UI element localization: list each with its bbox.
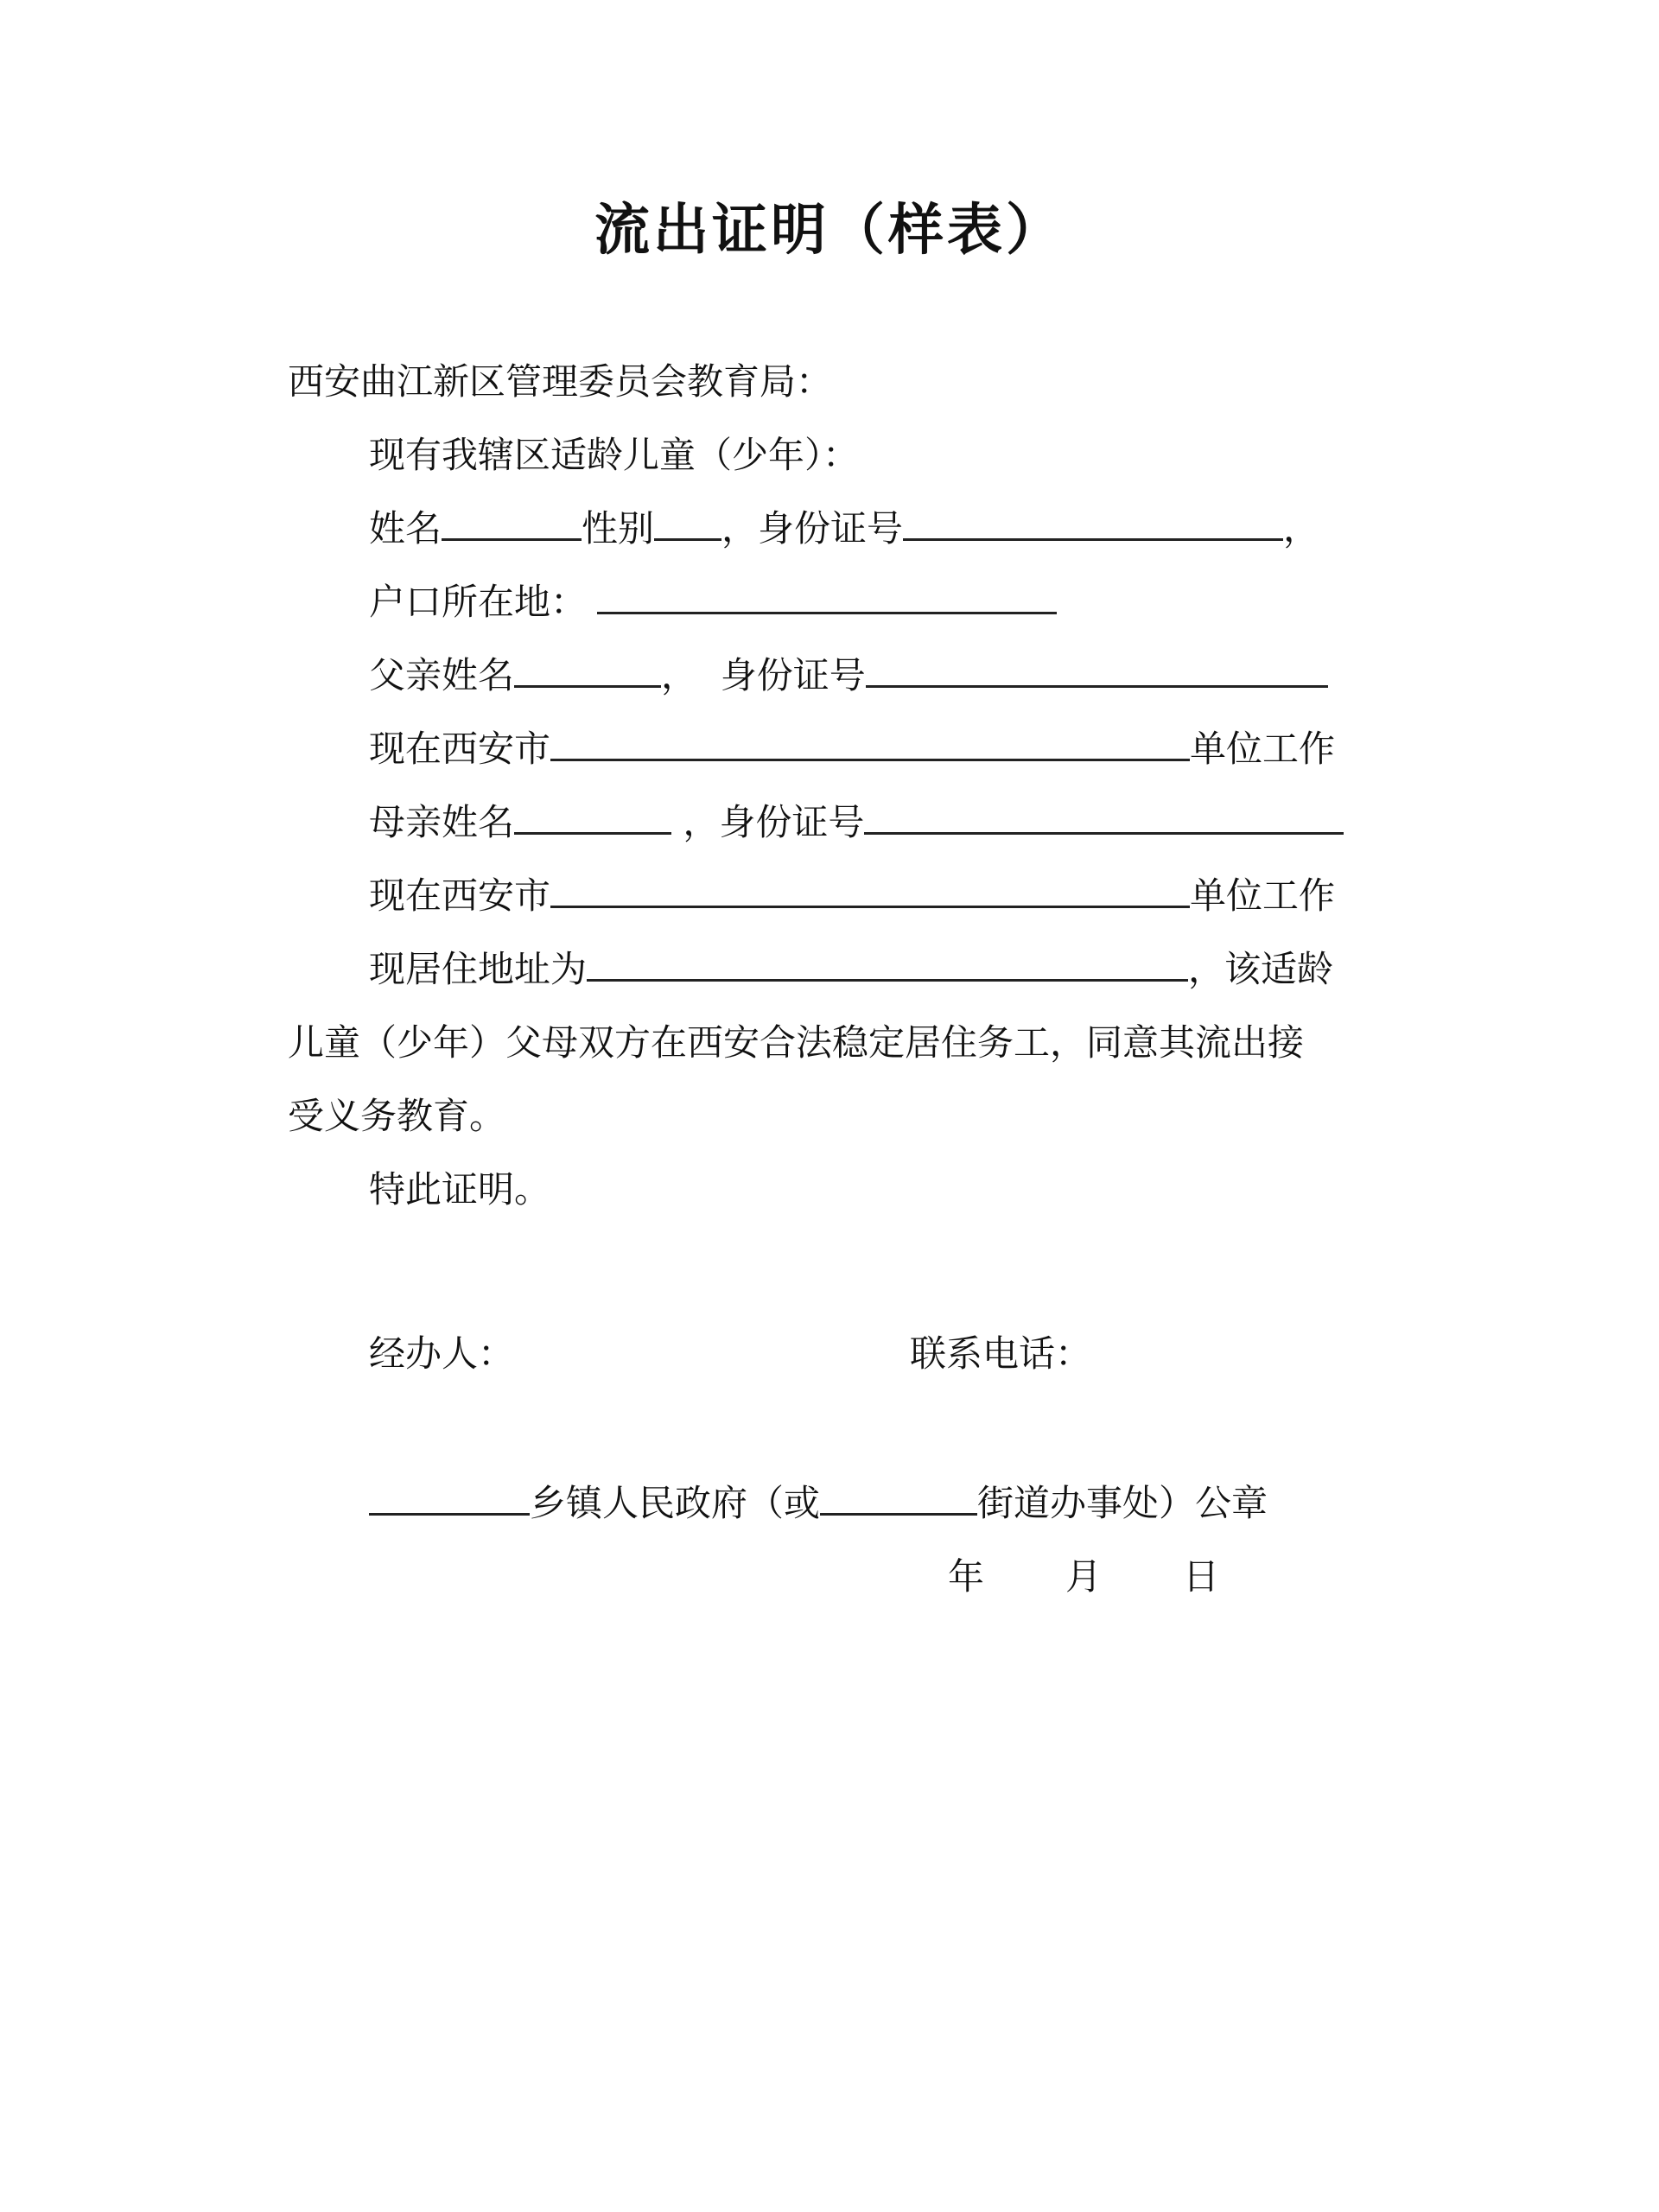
residence-line xyxy=(369,944,1333,995)
residence-suffix: ，该适龄 xyxy=(1188,948,1334,990)
father-name-field[interactable] xyxy=(514,651,661,688)
father-work-line xyxy=(369,723,1335,775)
hukou-line xyxy=(369,576,1057,628)
child-id-field[interactable] xyxy=(903,504,1283,541)
father-work-suffix: 单位工作 xyxy=(1190,728,1336,770)
mother-info-line xyxy=(369,797,1344,849)
child-name-field[interactable] xyxy=(442,504,582,541)
date-month: 月 xyxy=(1065,1555,1103,1598)
father-info-line xyxy=(369,650,1328,702)
line-end-comma: ， xyxy=(1283,507,1320,550)
child-id-label: ，身份证号 xyxy=(721,507,904,550)
child-info-line xyxy=(369,503,1319,555)
mother-id-label: ，身份证号 xyxy=(671,801,865,843)
hukou-label: 户口所在地： xyxy=(369,581,588,623)
document-title: 流出证明（样表） xyxy=(594,198,1065,263)
mother-work-prefix: 现在西安市 xyxy=(369,874,551,917)
gender-label: 性别 xyxy=(582,507,655,550)
date-line xyxy=(948,1551,1219,1603)
mother-name-field[interactable] xyxy=(514,798,671,835)
residence-prefix: 现居住地址为 xyxy=(369,948,588,990)
street-office-field[interactable] xyxy=(820,1478,977,1516)
seal-part2: 街道办事处）公章 xyxy=(977,1482,1268,1524)
phone-label: 联系电话： xyxy=(910,1332,1092,1375)
seal-line xyxy=(369,1478,1268,1529)
date-day: 日 xyxy=(1183,1555,1220,1598)
father-id-field[interactable] xyxy=(866,651,1328,688)
mother-work-suffix: 单位工作 xyxy=(1190,874,1336,917)
date-year: 年 xyxy=(948,1555,985,1598)
handler-label: 经办人： xyxy=(369,1332,515,1375)
mother-work-line xyxy=(369,870,1335,922)
body-continuation-1: 儿童（少年）父母双方在西安合法稳定居住务工，同意其流出接 xyxy=(288,1021,1305,1064)
hukou-field[interactable] xyxy=(597,577,1057,614)
addressee: 西安曲江新区管理委员会教育局： xyxy=(288,360,833,403)
body-continuation-2: 受义务教育。 xyxy=(288,1095,506,1137)
father-work-prefix: 现在西安市 xyxy=(369,728,551,770)
father-name-label: 父亲姓名 xyxy=(369,654,515,696)
child-gender-field[interactable] xyxy=(654,504,721,541)
township-field[interactable] xyxy=(369,1478,530,1516)
mother-id-field[interactable] xyxy=(864,798,1344,835)
mother-work-field[interactable] xyxy=(550,871,1190,908)
seal-part1: 乡镇人民政府（或 xyxy=(530,1482,821,1524)
name-label: 姓名 xyxy=(369,507,442,550)
father-id-label: ， 身份证号 xyxy=(661,654,866,696)
residence-field[interactable] xyxy=(587,944,1188,982)
intro-line: 现有我辖区适龄儿童（少年）： xyxy=(369,434,860,476)
father-work-field[interactable] xyxy=(550,724,1190,761)
closing-line: 特此证明。 xyxy=(369,1168,551,1211)
mother-name-label: 母亲姓名 xyxy=(369,801,515,843)
